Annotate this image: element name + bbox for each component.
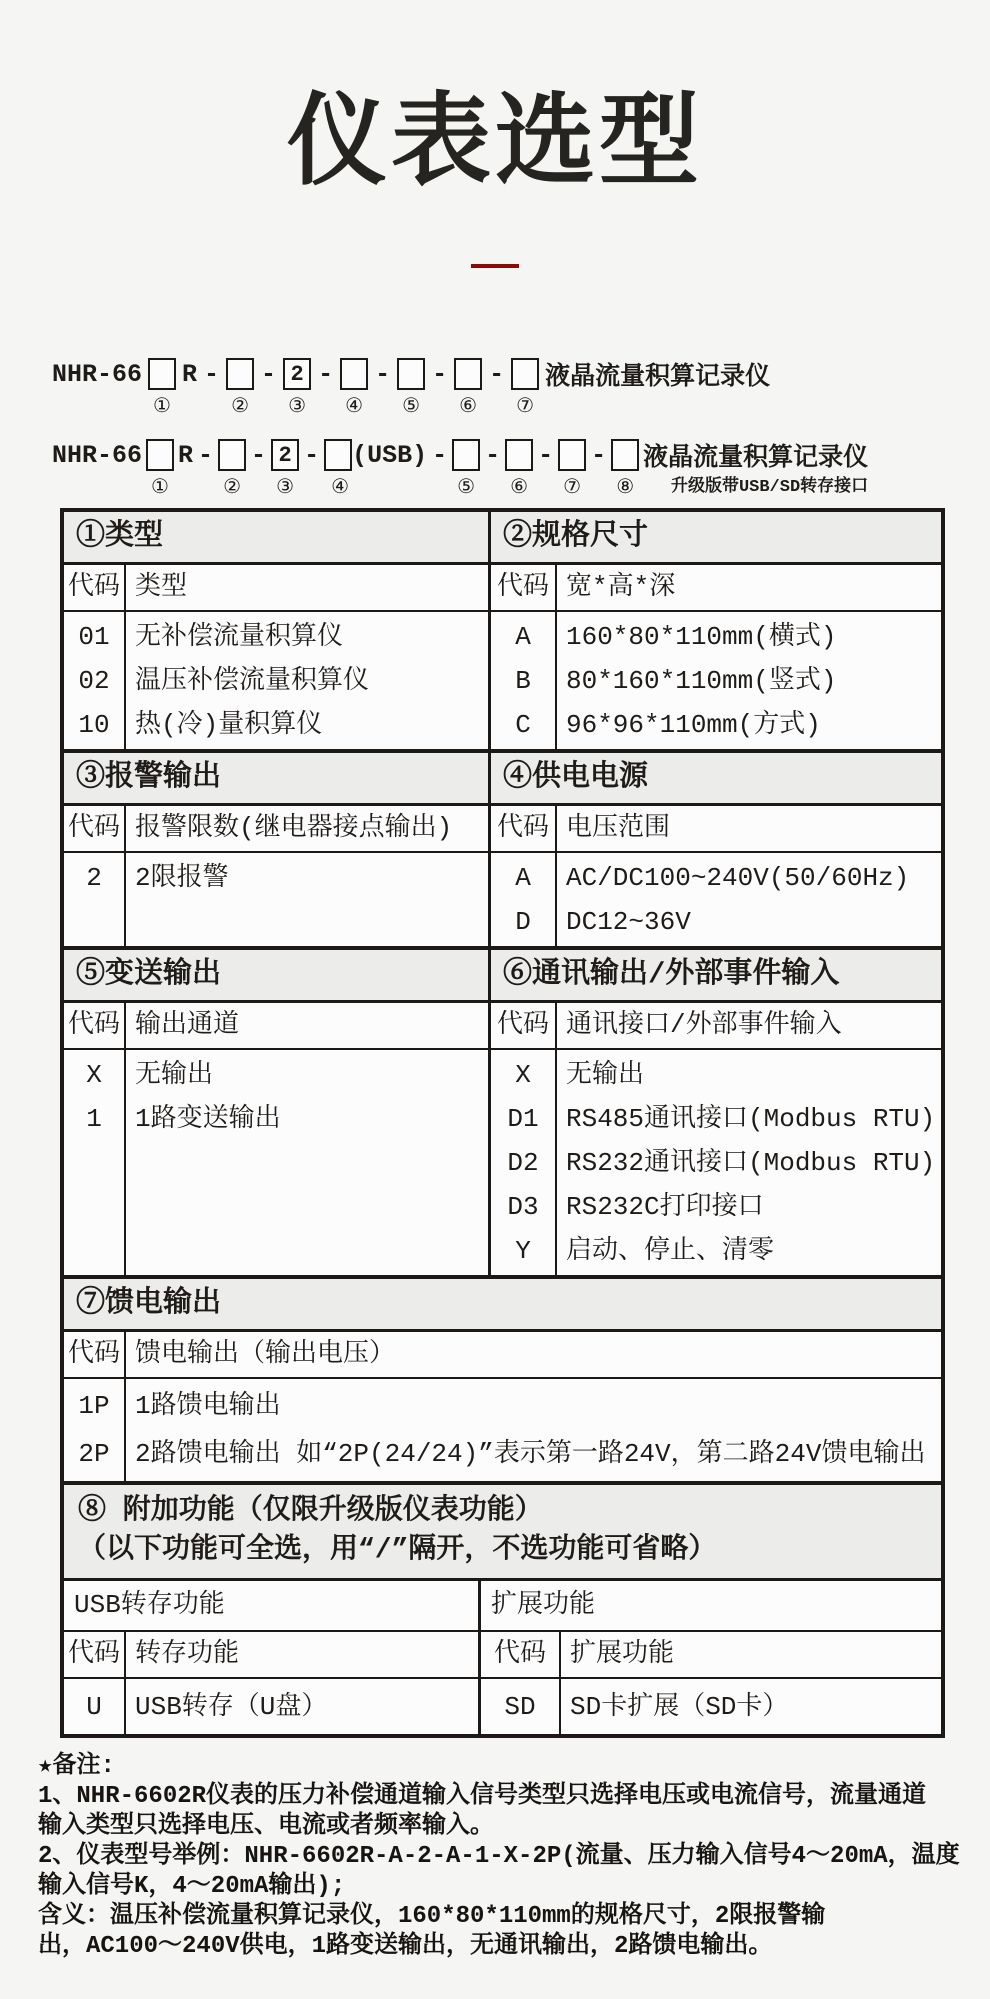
model-dash [317, 356, 334, 421]
code-value: D3 [507, 1192, 539, 1222]
circled-number: ⑦ [563, 477, 582, 500]
desc-value: 2路馈电输出 如“2P(24/24)”表示第一路24V，第二路24V馈电输出 [135, 1439, 926, 1469]
model-dash [250, 437, 267, 502]
model-dash [374, 356, 391, 421]
desc-value: 1路馈电输出 [135, 1391, 281, 1421]
desc-value: 2限报警 [135, 863, 229, 893]
model-box-6 [454, 356, 482, 421]
code-value: 02 [78, 666, 110, 696]
dash-text: - [261, 359, 277, 389]
model-code-box [146, 439, 174, 471]
dash-text: - [432, 359, 448, 389]
model-box-5 [452, 437, 480, 502]
model-dash [484, 437, 501, 502]
s2-descs [557, 612, 941, 749]
model-box-7 [511, 356, 539, 421]
code-value: Y [515, 1236, 531, 1266]
model-label-text: 液晶流量积算记录仪 [545, 363, 771, 392]
data-row-3-4 [64, 853, 941, 950]
model-code-box [148, 358, 176, 390]
section-8-title-line1: ⑧ 附加功能（仅限升级版仪表功能） [78, 1496, 543, 1527]
page-title: 仪表选型 [287, 82, 703, 199]
s6-code-header: 代码 [491, 1003, 557, 1048]
model-box-3 [271, 437, 299, 502]
circled-number: ⑧ [616, 477, 635, 500]
dash-text: - [251, 440, 267, 470]
circled-number: ③ [288, 396, 307, 419]
model-box-7 [558, 437, 586, 502]
model-dash [590, 437, 607, 502]
model-prefix-text: NHR-66 [52, 359, 143, 389]
code-value: B [515, 666, 531, 696]
desc-value: 温压补偿流量积算仪 [135, 666, 370, 696]
section-header-row-3-4 [64, 753, 941, 806]
s4-descs [557, 853, 941, 946]
section-4-title: ④供电电源 [503, 761, 649, 794]
model-dash [197, 437, 214, 502]
s5-descs [126, 1050, 488, 1275]
desc-value: 无输出 [135, 1060, 214, 1090]
desc-value: RS485通讯接口(Modbus RTU) [566, 1104, 936, 1134]
desc-value: 80*160*110mm(竖式) [566, 666, 837, 696]
section-5-title: ⑤变送输出 [76, 958, 222, 991]
selection-table [60, 508, 945, 1738]
section-1-title: ①类型 [76, 520, 164, 553]
model-box-6 [505, 437, 533, 502]
model-code-box [452, 439, 480, 471]
s2-codes [491, 612, 557, 749]
circled-number: ⑥ [459, 396, 478, 419]
dash-text: - [538, 440, 554, 470]
model-box-2 [226, 356, 254, 421]
s8-right-code-header: 代码 [481, 1632, 561, 1677]
dash-text: - [485, 440, 501, 470]
circled-number: ① [151, 477, 169, 500]
section-3-title: ③报警输出 [76, 761, 222, 794]
data-row-1-2 [64, 612, 941, 753]
desc-value: DC12~36V [566, 907, 691, 937]
circled-number: ② [231, 396, 250, 419]
dash-text: - [304, 440, 320, 470]
code-value: A [515, 863, 531, 893]
model-code-box [611, 439, 639, 471]
desc-value: 160*80*110mm(横式) [566, 622, 837, 652]
model-code-box-2: 2 [271, 439, 299, 471]
data-row-5-6 [64, 1050, 941, 1279]
model-code-box-2: 2 [283, 358, 311, 390]
code-value: 1 [86, 1104, 102, 1134]
desc-value: 热(冷)量积算仪 [135, 710, 323, 740]
data-row-8 [64, 1679, 941, 1734]
model-code-box [340, 358, 368, 390]
s8-left-subtitle: USB转存功能 [74, 1590, 225, 1620]
s7-desc-header: 馈电输出（输出电压） [135, 1339, 396, 1369]
model-box-1 [148, 356, 176, 421]
section-header-row-7 [64, 1279, 941, 1332]
model-box-8 [611, 437, 639, 502]
model-code-box [324, 439, 352, 471]
model-code-box [558, 439, 586, 471]
s5-code-header: 代码 [64, 1003, 126, 1048]
s1-desc-header: 类型 [135, 572, 188, 602]
s1-descs [126, 612, 488, 749]
model-prefix-text: NHR-66 [52, 440, 143, 470]
model-code-box [454, 358, 482, 390]
circled-number: ③ [276, 477, 295, 500]
s7-descs [126, 1379, 941, 1481]
s6-codes [491, 1050, 557, 1275]
s8-left-descs [126, 1679, 478, 1734]
circled-number: ④ [345, 396, 364, 419]
desc-value: RS232C打印接口 [566, 1192, 764, 1222]
section-6-title: ⑥通讯输出/外部事件输入 [503, 958, 840, 991]
s3-codes [64, 853, 126, 946]
circled-number: ⑤ [402, 396, 421, 419]
code-value: 1P [78, 1391, 110, 1421]
code-value: 01 [78, 622, 110, 652]
model-box-1 [146, 437, 174, 502]
code-value: D1 [507, 1104, 539, 1134]
s5-desc-header: 输出通道 [135, 1010, 240, 1040]
s6-desc-header: 通讯接口/外部事件输入 [566, 1010, 842, 1040]
s8-right-descs [561, 1679, 941, 1734]
circled-number: ⑦ [516, 396, 535, 419]
dash-text: - [432, 440, 448, 470]
note-line: 1、NHR-6602R仪表的压力补偿通道输入信号类型只选择电压或电流信号，流量通道 [38, 1783, 927, 1810]
section-header-row-1-2 [64, 512, 941, 565]
model-dash [203, 356, 220, 421]
notes [38, 1752, 990, 1962]
model-r-text: R [182, 359, 198, 389]
s5-codes [64, 1050, 126, 1275]
upgrade-note-text: 升级版带USB/SD转存接口 [670, 478, 869, 497]
title-underline-dash [471, 264, 519, 268]
s2-desc-header: 宽*高*深 [566, 572, 676, 602]
model-r [182, 356, 197, 421]
section-header-row-5-6 [64, 950, 941, 1003]
s7-codes [64, 1379, 126, 1481]
desc-value: 无补偿流量积算仪 [135, 622, 344, 652]
desc-value: AC/DC100~240V(50/60Hz) [566, 863, 910, 893]
model-code-box [218, 439, 246, 471]
code-value: D [515, 907, 531, 937]
usb-suffix-text: (USB) [352, 440, 428, 470]
code-value: X [86, 1060, 102, 1090]
model-r [178, 437, 193, 502]
model-dash [488, 356, 505, 421]
s1-code-header: 代码 [64, 565, 126, 610]
model-dash [537, 437, 554, 502]
desc-value: USB转存（U盘） [135, 1692, 328, 1722]
model-label-upgraded [643, 437, 868, 500]
circled-number: ⑤ [457, 477, 476, 500]
dash-text: - [204, 359, 220, 389]
model-box-5 [397, 356, 425, 421]
model-label-text: 液晶流量积算记录仪 [643, 444, 869, 473]
s1-codes [64, 612, 126, 749]
s4-code-header: 代码 [491, 806, 557, 851]
s7-code-header: 代码 [64, 1332, 126, 1377]
section-7-title: ⑦馈电输出 [76, 1287, 222, 1320]
s8-left-desc-header: 转存功能 [135, 1639, 240, 1669]
code-value: A [515, 622, 531, 652]
s3-descs [126, 853, 488, 946]
desc-value: 96*96*110mm(方式) [566, 710, 821, 740]
dash-text: - [591, 440, 607, 470]
model-dash [431, 437, 448, 502]
model-code-box [505, 439, 533, 471]
model-dash [431, 356, 448, 421]
data-row-7 [64, 1379, 941, 1485]
section-header-row-8 [64, 1485, 941, 1581]
code-value: U [86, 1692, 102, 1722]
model-prefix [52, 356, 142, 421]
desc-value: 无输出 [566, 1060, 645, 1090]
desc-value: 启动、停止、清零 [566, 1236, 775, 1266]
dash-text: - [489, 359, 505, 389]
s4-codes [491, 853, 557, 946]
dash-text: - [198, 440, 214, 470]
model-box-4-usb [324, 437, 427, 502]
model-r-text: R [178, 440, 194, 470]
code-value: D2 [507, 1148, 539, 1178]
model-code-box [397, 358, 425, 390]
model-box-4 [340, 356, 368, 421]
model-line-1 [52, 356, 990, 421]
model-label [545, 356, 770, 421]
s4-desc-header: 电压范围 [566, 813, 671, 843]
note-line: 输入类型只选择电压、电流或者频率输入。 [38, 1813, 494, 1840]
notes-header: ★备注: [38, 1753, 115, 1780]
note-line: 2、仪表型号举例：NHR-6602R-A-2-A-1-X-2P(流量、压力输入信号4～20mA，温度 [38, 1843, 960, 1870]
desc-value: 1路变送输出 [135, 1104, 281, 1134]
subsection-title-row-8 [64, 1581, 941, 1632]
s8-right-subtitle: 扩展功能 [491, 1590, 596, 1620]
model-box-3 [283, 356, 311, 421]
dash-text: - [375, 359, 391, 389]
desc-value: RS232通讯接口(Modbus RTU) [566, 1148, 936, 1178]
model-prefix [52, 437, 142, 502]
s2-code-header: 代码 [491, 565, 557, 610]
column-header-row-5-6 [64, 1003, 941, 1050]
column-header-row-1-2 [64, 565, 941, 612]
model-code-box [511, 358, 539, 390]
code-value: SD [504, 1692, 536, 1722]
s8-left-codes [64, 1679, 126, 1734]
s3-code-header: 代码 [64, 806, 126, 851]
s8-left-code-header: 代码 [64, 1632, 126, 1677]
column-header-row-3-4 [64, 806, 941, 853]
code-value: 2 [86, 863, 102, 893]
code-value: 10 [78, 710, 110, 740]
note-line: 出，AC100～240V供电，1路变送输出，无通讯输出，2路馈电输出。 [38, 1933, 773, 1960]
section-8-title-line2: （以下功能可全选，用“/”隔开，不选功能可省略） [78, 1535, 717, 1566]
s6-descs [557, 1050, 941, 1275]
note-line: 输入信号K，4～20mA输出); [38, 1873, 346, 1900]
circled-number: ① [153, 396, 171, 419]
circled-number: ④ [331, 477, 350, 500]
model-dash [260, 356, 277, 421]
column-header-row-8 [64, 1632, 941, 1679]
desc-value: SD卡扩展（SD卡） [570, 1692, 789, 1722]
dash-text: - [318, 359, 334, 389]
model-box-2 [218, 437, 246, 502]
code-value: X [515, 1060, 531, 1090]
section-2-title: ②规格尺寸 [503, 520, 649, 553]
column-header-row-7 [64, 1332, 941, 1379]
s8-right-desc-header: 扩展功能 [570, 1639, 675, 1669]
circled-number: ② [223, 477, 242, 500]
model-code-box [226, 358, 254, 390]
s3-desc-header: 报警限数(继电器接点输出) [135, 813, 453, 843]
code-value: C [515, 710, 531, 740]
code-value: 2P [78, 1439, 110, 1469]
model-dash [303, 437, 320, 502]
model-line-2 [52, 437, 990, 502]
s8-right-codes [481, 1679, 561, 1734]
circled-number: ⑥ [510, 477, 529, 500]
note-line: 含义：温压补偿流量积算记录仪，160*80*110mm的规格尺寸，2限报警输 [38, 1903, 826, 1930]
